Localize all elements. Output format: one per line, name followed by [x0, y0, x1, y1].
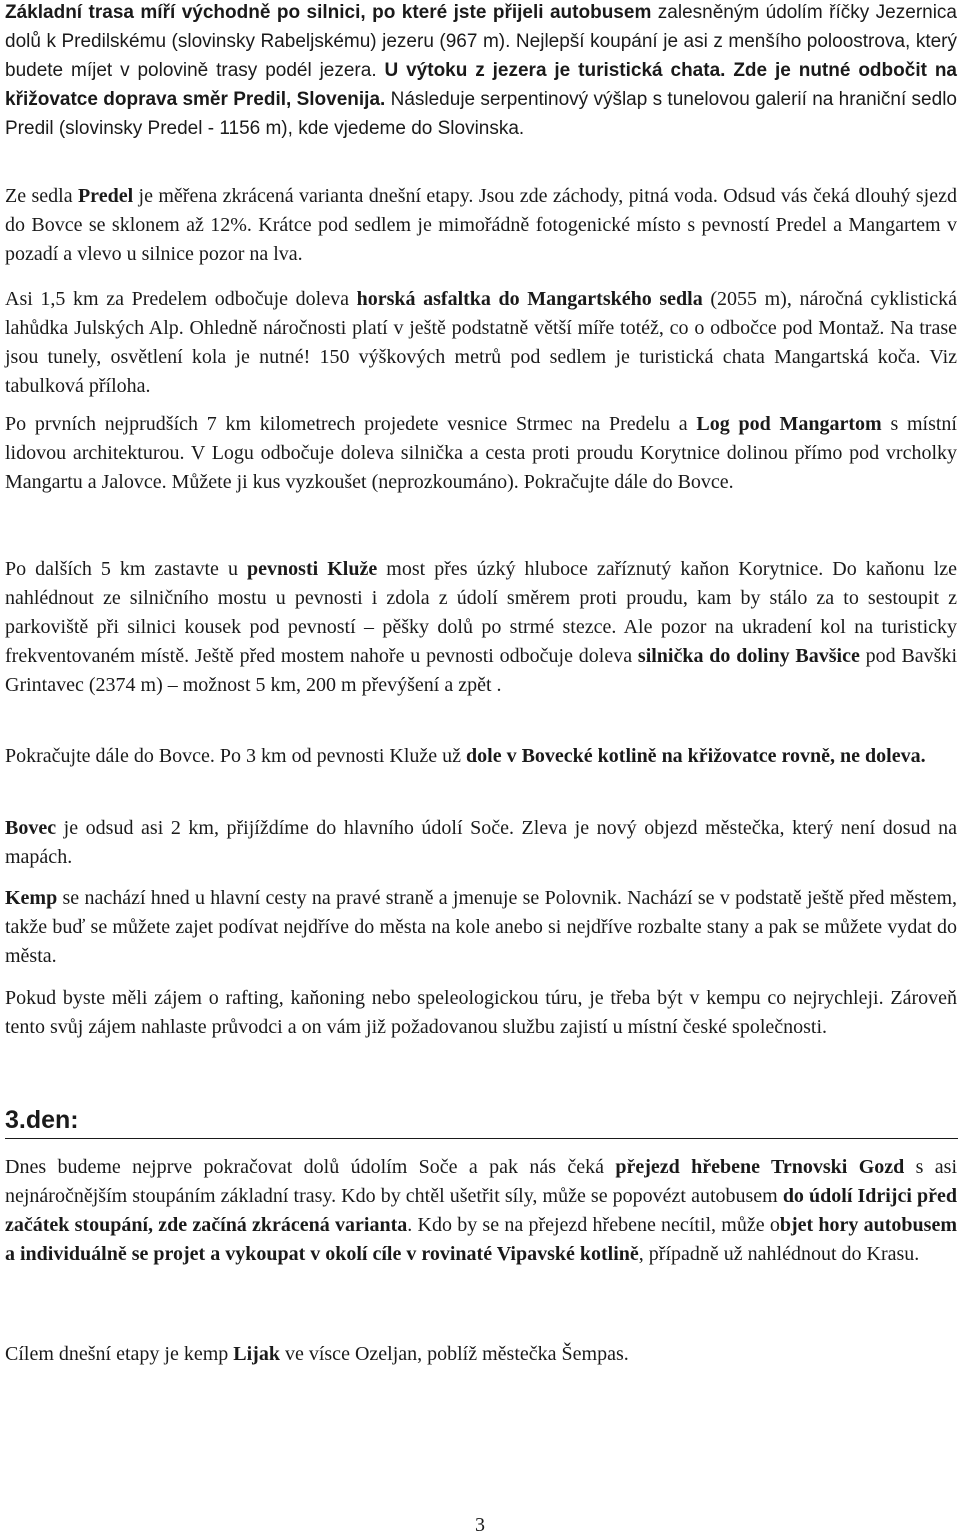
- bold-text-run: Základní trasa míří východně po silnici, po které jste přijeli autobusem: [5, 2, 652, 23]
- paragraph-camp: [5, 884, 957, 971]
- paragraph-day3-goal: [5, 1340, 957, 1369]
- bold-text-run: přejezd hřebene Trnovski Gozd: [615, 1156, 905, 1178]
- paragraph-log-pod-mangartom: [5, 410, 957, 497]
- text-run: most přes úzký hluboce zaříznutý kaňon Korytnice. Do kaňonu lze nahlédnout ze silničního mostu u pevnosti i zdola z údolí směrem proti proudu, kam by stálo za to sestoupit z parkoviště při silnici kousek pod pevností – pěšky dolů po strmé stezce. Ale pozor na ukradení kol na turisticky frekventovaném místě. Ještě před mostem nahoře u pevnosti odbočuje doleva: [5, 558, 958, 667]
- text-run: je odsud asi 2 km, přijíždíme do hlavního údolí Soče. Zleva je nový objezd městečka, který není dosud na mapách.: [5, 817, 957, 868]
- paragraph-continue-bovec: [5, 742, 957, 771]
- bold-text-run: Kemp: [5, 887, 58, 909]
- text-run: pod Bavški Grintavec (2374 m) – možnost 5 km, 200 m převýšení a zpět .: [5, 645, 957, 696]
- page-number: 3: [475, 1514, 485, 1536]
- text-run: Po prvních nejprudších 7 km kilometrech projedete vesnice Strmec na Predelu a: [5, 413, 697, 435]
- paragraph-day3-intro: [5, 1153, 957, 1269]
- text-run: s asi nejnáročnějším stoupáním základní trasy. Kdo by chtěl ušetřit síly, může se popovézt autobusem: [5, 1156, 958, 1207]
- paragraph-kluze-fortress: [5, 555, 957, 700]
- text-run: ve vísce Ozeljan, poblíž městečka Šempas.: [279, 1343, 629, 1365]
- text-run: Dnes budeme nejprve pokračovat dolů údolím Soče a pak nás čeká: [5, 1156, 616, 1178]
- text-run: je měřena zkrácená varianta dnešní etapy. Jsou zde záchody, pitná voda. Odsud vás čeká dlouhý sjezd do Bovce se sklonem až 12%. Krátce pod sedlem je mimořádně fotogenické místo s pevností Predel a Mangartem v pozadí a vlevo u silnice pozor na lva.: [5, 185, 957, 265]
- bold-text-run: do údolí Idrijci před začátek stoupání, zde začíná zkrácená varianta: [5, 1185, 957, 1236]
- text-run: Pokračujte dále do Bovce. Po 3 km od pevnosti Kluže už: [5, 745, 467, 767]
- bold-text-run: silnička do doliny Bavšice: [637, 645, 860, 667]
- bold-text-run: horská asfaltka do Mangartského sedla: [356, 288, 703, 310]
- bold-text-run: Predel: [77, 185, 134, 207]
- paragraph-rafting: [5, 984, 957, 1042]
- text-run: , případně už nahlédnout do Krasu.: [638, 1243, 920, 1265]
- bold-text-run: dole v Bovecké kotlině na křižovatce rovně, ne doleva.: [466, 745, 926, 767]
- heading-rule: [5, 1138, 958, 1139]
- text-run: Po dalších 5 km zastavte u: [5, 558, 248, 580]
- paragraph-mangart-road: [5, 285, 957, 401]
- text-run: Pokud byste měli zájem o rafting, kaňoning nebo speleologickou túru, je třeba být v kempu co nejrychleji. Zároveň tento svůj zájem nahlaste průvodci a on vám již požadovanou službu zajistí u místní české společnosti.: [5, 987, 957, 1038]
- bold-text-run: bjet hory autobusem a individuálně se projet a vykoupat v okolí cíle v rovinaté Vipavské kotlině: [5, 1214, 957, 1265]
- bold-text-run: U výtoku z jezera je turistická chata. Zde je nutné odbočit na křižovatce doprava směr Predil, Slovenija.: [5, 60, 957, 110]
- text-run: s místní lidovou architekturou. V Logu odbočuje doleva silnička a cesta proti proudu Korytnice dolinou přímo pod vrcholky Mangartu a Jalovce. Můžete ji kus vyzkoušet (neprozkoumáno). Pokračujte dále do Bovce.: [5, 413, 957, 493]
- text-run: se nachází hned u hlavní cesty na pravé straně a jmenuje se Polovnik. Nachází se v podstatě ještě před městem, takže buď se můžete zajet podívat nejdříve do města na kole anebo si nejdříve rozbalte stany a pak se můžete vydat do města.: [5, 887, 957, 967]
- paragraph-route-start: [5, 0, 957, 143]
- paragraph-bovec: [5, 814, 957, 872]
- text-run: (2055 m), náročná cyklistická lahůdka Julských Alp. Ohledně náročnosti platí v ještě podstatně větší míře totéž, co o odbočce pod Montaž. Na trase jsou tunely, osvětlení kola je nutné! 150 výškových metrů pod sedlem je turistická chata Mangartská koča. Viz tabulková příloha.: [5, 288, 957, 397]
- bold-text-run: pevnosti Kluže: [247, 558, 378, 580]
- text-run: Následuje serpentinový výšlap s tunelovou galerií na hraniční sedlo Predil (slovinsky Predel - 1156 m), kde vjedeme do Slovinska.: [5, 89, 957, 139]
- text-run: Cílem dnešní etapy je kemp: [5, 1343, 234, 1365]
- bold-text-run: Bovec: [5, 817, 57, 839]
- text-run: zalesněným údolím říčky Jezernica dolů k Predilskému (slovinsky Rabeljskému) jezeru (967 m). Nejlepší koupání je asi z menšího poloostrova, který budete míjet v polovině trasy podél jezera.: [5, 2, 957, 81]
- paragraph-predel-saddle: [5, 182, 957, 269]
- text-run: Asi 1,5 km za Predelem odbočuje doleva: [5, 288, 357, 310]
- bold-text-run: Lijak: [233, 1343, 280, 1365]
- text-run: Ze sedla: [5, 185, 78, 207]
- day-heading: 3.den:: [5, 1106, 79, 1134]
- text-run: . Kdo by se na přejezd hřebene necítil, může o: [407, 1214, 780, 1236]
- bold-text-run: Log pod Mangartom: [696, 413, 882, 435]
